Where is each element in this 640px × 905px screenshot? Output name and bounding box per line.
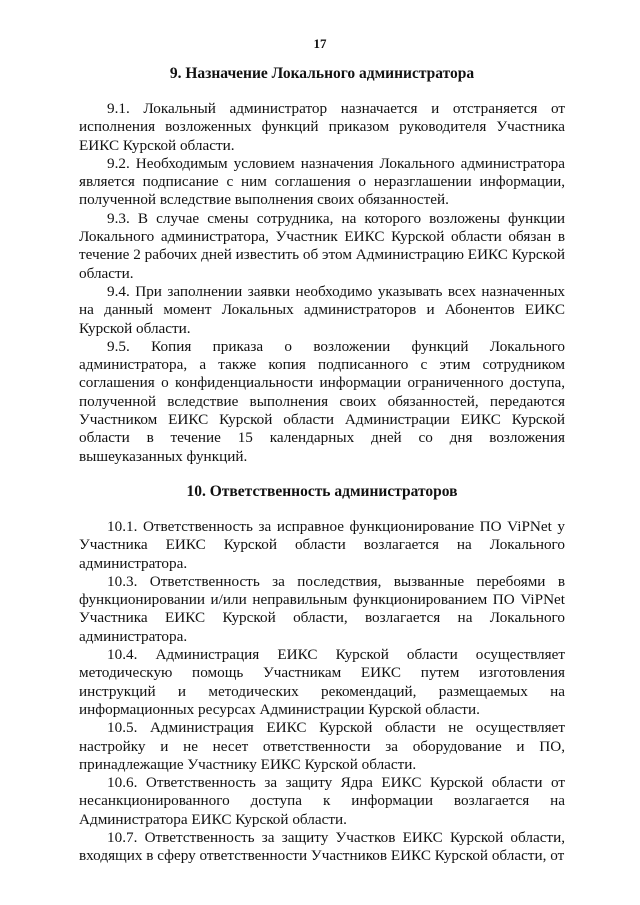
paragraph-9-2: 9.2. Необходимым условием назначения Локального администратора является подписание с ним соглашения о неразглашении информации, полученной вследствие выполнения своих обязанностей.	[79, 154, 565, 209]
paragraph-10-5: 10.5. Администрация ЕИКС Курской области не осуществляет настройку и не несет ответственности за оборудование и ПО, принадлежащие Участнику ЕИКС Курской области.	[79, 719, 565, 773]
paragraph-9-4: 9.4. При заполнении заявки необходимо указывать всех назначенных на данный момент Локальных администраторов и Абонентов ЕИКС Курской области.	[79, 282, 565, 337]
paragraph-9-3: 9.3. В случае смены сотрудника, на которого возложены функции Локального администратора, Участник ЕИКС Курской области обязан в течение 2 рабочих дней известить об этом Администрацию ЕИКС Курской области.	[79, 209, 565, 282]
paragraph-10-4: 10.4. Администрация ЕИКС Курской области осуществляет методическую помощь Участникам ЕИКС путем изготовления инструкций и методических рекомендаций, размещаемых на информационных ресурсах Администрации Курской области.	[79, 646, 565, 718]
page-number: 17	[313, 36, 327, 51]
document-body	[79, 64, 565, 866]
paragraph-9-1: 9.1. Локальный администратор назначается и отстраняется от исполнения возложенных функций приказом руководителя Участника ЕИКС Курской области.	[79, 100, 565, 154]
paragraph-9-5: 9.5. Копия приказа о возложении функций Локального администратора, а также копия подписанного с этим сотрудником соглашения о конфиденциальности информации ограниченного доступа, полученной вследствие выполнения своих обязанностей, передаются Участником ЕИКС Курской области Администрации ЕИКС Курской области в течение 15 календарных дней со дня возложения вышеуказанных функций.	[79, 337, 565, 465]
section-10-title: 10. Ответственность администраторов	[186, 482, 458, 500]
paragraph-10-7: 10.7. Ответственность за защиту Участков ЕИКС Курской области, входящих в сферу ответственности Участников ЕИКС Курской области, от	[79, 828, 565, 865]
paragraph-10-6: 10.6. Ответственность за защиту Ядра ЕИКС Курской области от несанкционированного доступа к информации возлагается на Администратора ЕИКС Курской области.	[79, 774, 565, 828]
paragraph-10-1: 10.1. Ответственность за исправное функционирование ПО ViPNet у Участника ЕИКС Курской области возлагается на Локального администратора.	[79, 517, 565, 572]
section-9-title: 9. Назначение Локального администратора	[169, 65, 475, 82]
paragraph-10-3: 10.3. Ответственность за последствия, вызванные перебоями в функционировании и/или неправильным функционированием ПО ViPNet Участника ЕИКС Курской области, возлагается на Локального администратора.	[79, 572, 565, 645]
